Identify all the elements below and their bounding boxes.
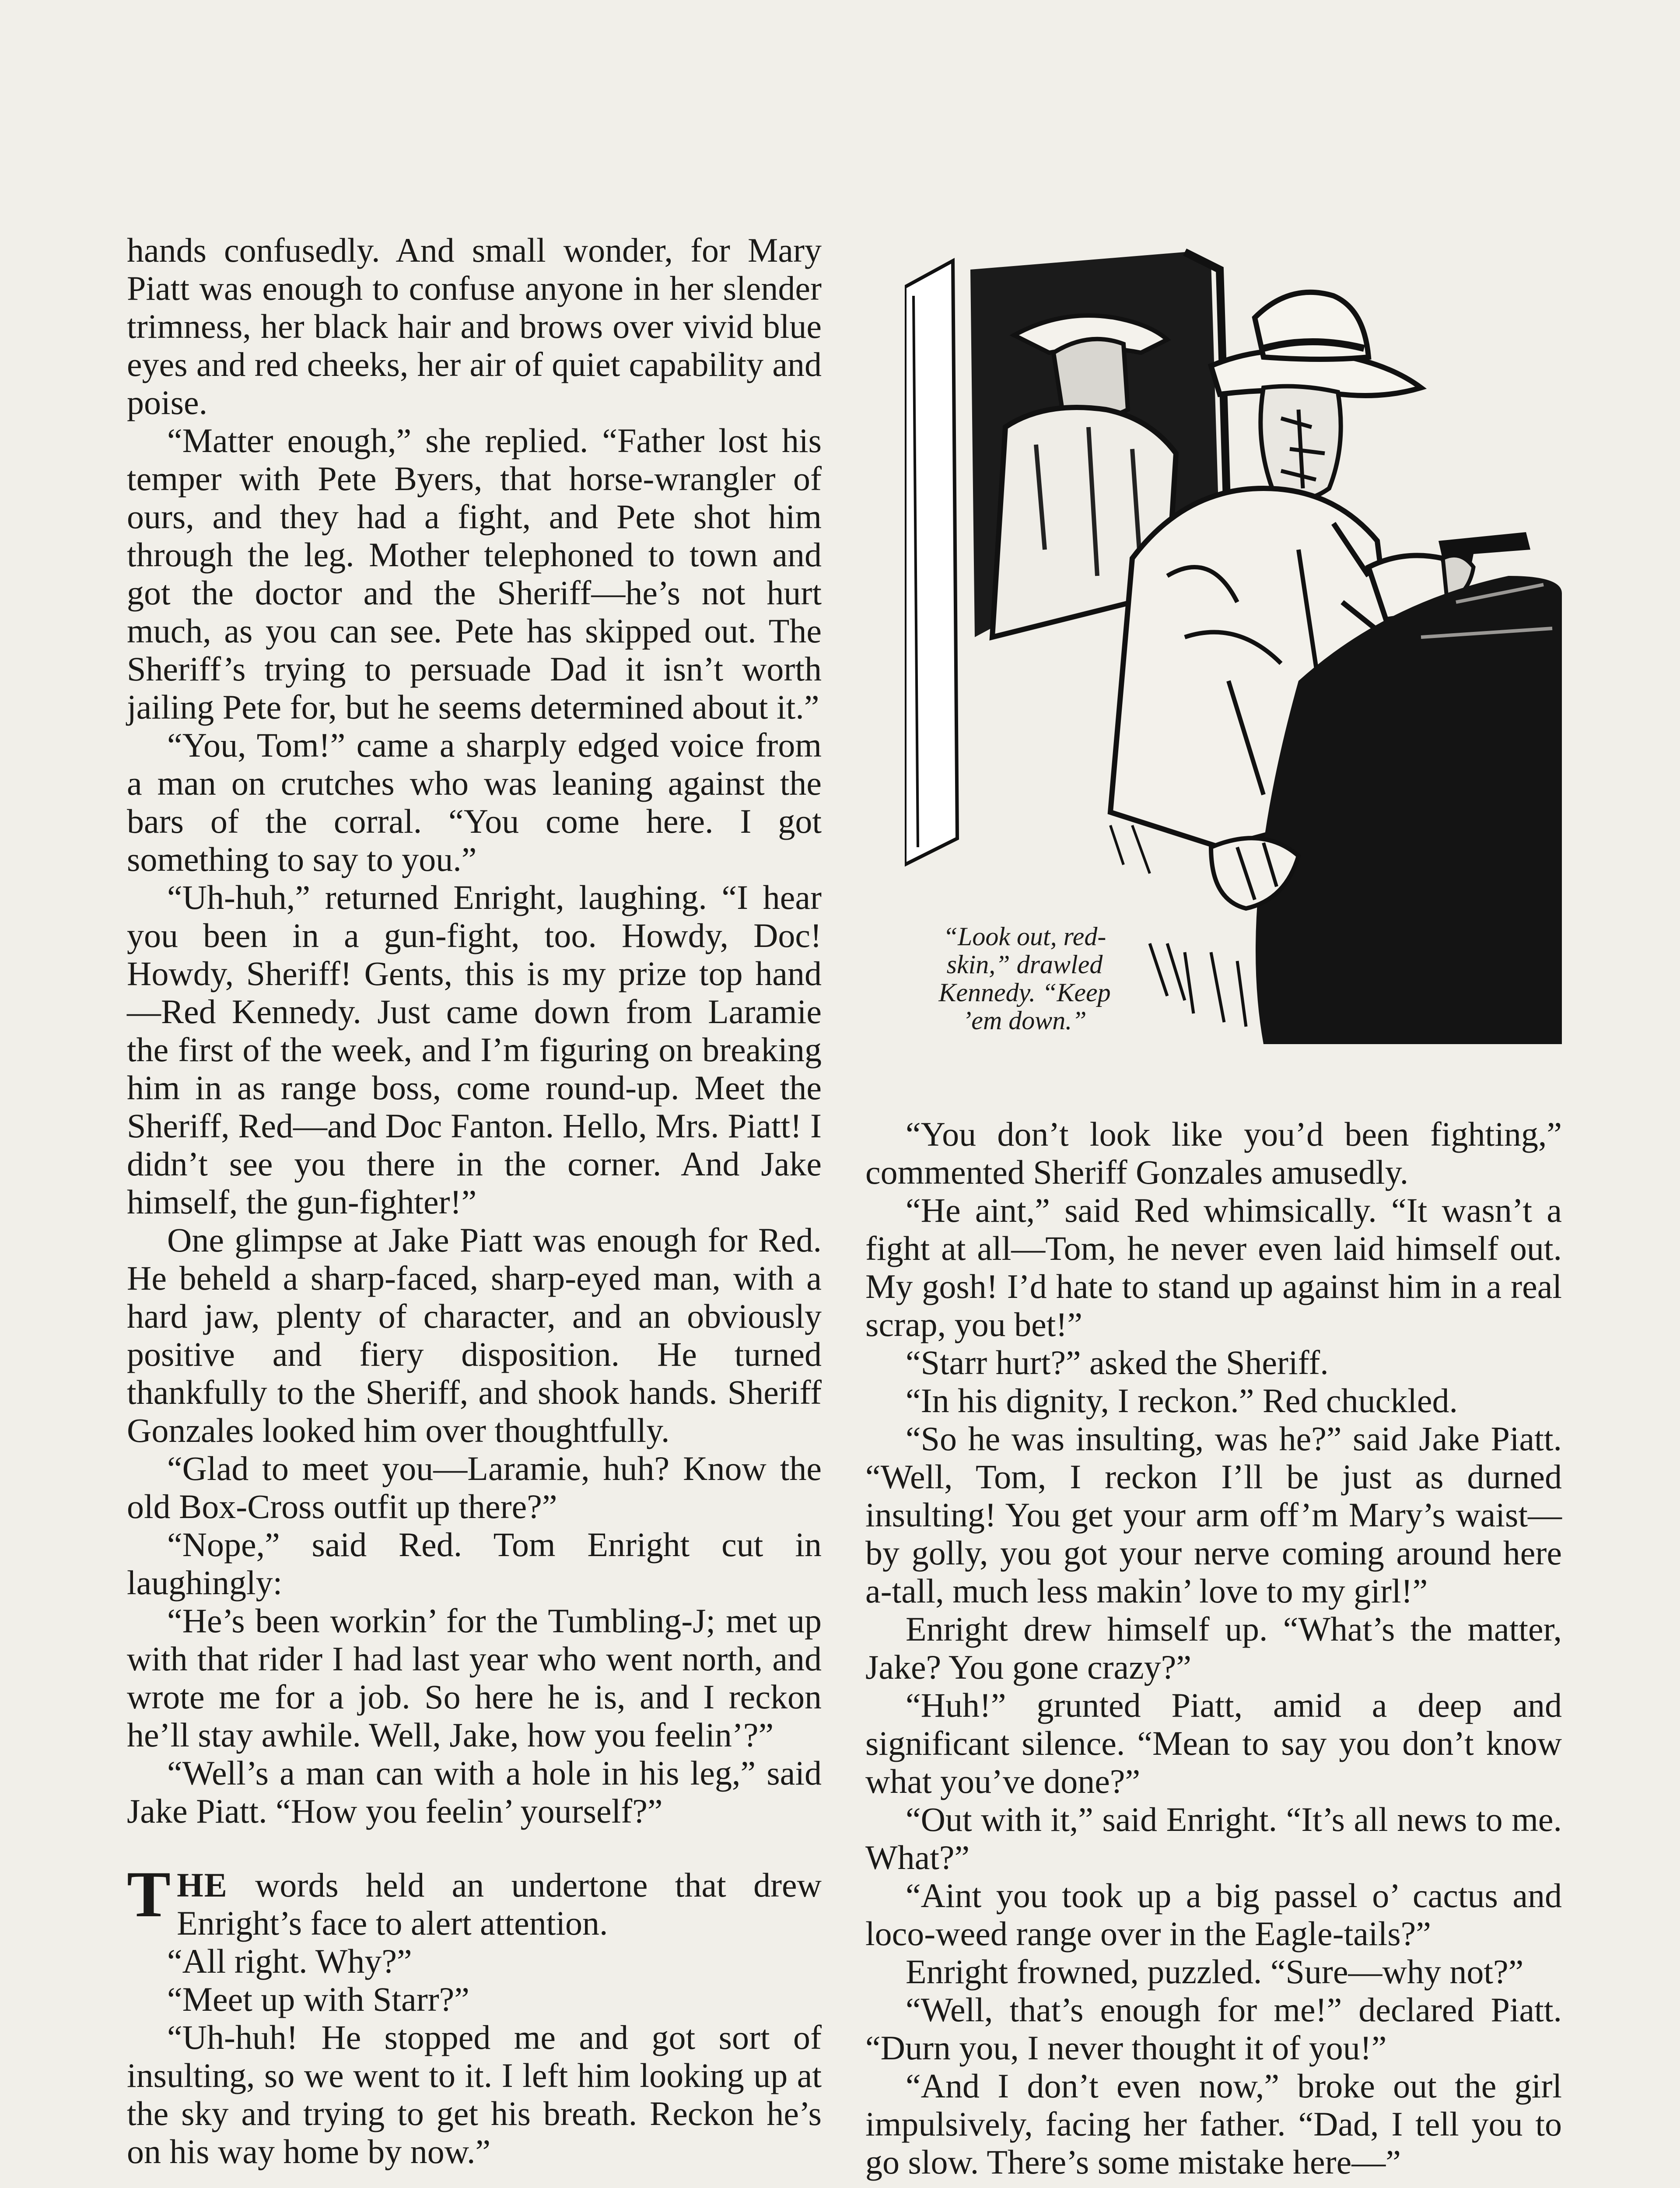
paragraph: Enright frowned, puzzled. “Sure—why not?” — [906, 1953, 1524, 1991]
paragraph: One glimpse at Jake Piatt was enough for Red. He beheld a sharp-faced, sharp-eyed man, with a hard jaw, plenty of character, and an obviously positive and fiery disposition. He turned thankfully to the Sheriff, and shook hands. Sheriff Gonzales looked him over thoughtfully. — [127, 1221, 822, 1449]
left-text-column — [127, 231, 822, 2170]
paragraph: “Well’s a man can with a hole in his leg,” said Jake Piatt. “How you feelin’ yourself?” — [127, 1754, 822, 1830]
paragraph: “All right. Why?” — [167, 1942, 412, 1980]
caption-line: skin,” drawled — [946, 950, 1103, 979]
paragraph: “Glad to meet you—Laramie, huh? Know the old Box-Cross outfit up there?” — [127, 1449, 822, 1525]
paragraph: “And I don’t even now,” broke out the girl impulsively, facing her father. “Dad, I tell you to go slow. There’s some mistake here—” — [865, 2067, 1562, 2181]
paragraph: “In his dignity, I reckon.” Red chuckled. — [906, 1382, 1458, 1420]
paragraph: “You don’t look like you’d been fighting,” commented Sheriff Gonzales amusedly. — [865, 1115, 1562, 1191]
paragraph: “Aint you took up a big passel o’ cactus and loco-weed range over in the Eagle-tails?” — [865, 1876, 1562, 1953]
paragraph: “Out with it,” said Enright. “It’s all news to me. What?” — [865, 1800, 1562, 1876]
paragraph: “You, Tom!” came a sharply edged voice from a man on crutches who was leaning against the bars of the corral. “You come here. I got something to say to you.” — [127, 726, 822, 878]
small-caps: HE — [177, 1866, 228, 1904]
drop-cap: T — [127, 1858, 171, 1931]
paragraph: “He’s been workin’ for the Tumbling-J; met up with that rider I had last year who went north, and wrote me for a job. So here he is, and I reckon he’ll stay awhile. Well, Jake, how you feelin’?” — [127, 1602, 822, 1754]
paragraph: “Meet up with Starr?” — [167, 1980, 469, 2018]
caption-line: “Look out, red- — [943, 922, 1106, 951]
section-opening-paragraph — [127, 1858, 822, 1942]
paragraph: “Matter enough,” she replied. “Father lost his temper with Pete Byers, that horse-wrangler of ours, and they had a fight, and Pete shot him through the leg. Mother telephoned to town and got the doctor and the Sheriff—he’s not hurt much, as you can see. Pete has skipped out. The Sheriff’s trying to persuade Dad it isn’t worth jailing Pete for, but he seems determined about it.” — [127, 421, 822, 726]
paragraph: “Well, that’s enough for me!” declared Piatt. “Durn you, I never thought it of you!” — [865, 1991, 1562, 2067]
paragraph: “Nope,” said Red. Tom Enright cut in laughingly: — [127, 1525, 822, 1602]
paragraph: “Huh!” grunted Piatt, amid a deep and significant silence. “Mean to say you don’t know what you’ve done?” — [865, 1686, 1562, 1800]
caption-line: ’em down.” — [962, 1006, 1087, 1035]
paragraph: hands confusedly. And small wonder, for Mary Piatt was enough to confuse anyone in her slender trimness, her black hair and brows over vivid blue eyes and red cheeks, her air of quiet capability and poise. — [127, 231, 822, 421]
paragraph: “Starr hurt?” asked the Sheriff. — [906, 1343, 1329, 1382]
right-text-column — [865, 1115, 1562, 2181]
paragraph: “He aint,” said Red whimsically. “It wasn’t a fight at all—Tom, he never even laid himself out. My gosh! I’d hate to stand up against him in a real scrap, you bet!” — [865, 1191, 1562, 1343]
caption-line: Kennedy. “Keep — [938, 978, 1111, 1007]
paragraph: “Uh-huh! He stopped me and got sort of insulting, so we went to it. I left him looking up at the sky and trying to get his breath. Reckon he’s on his way home by now.” — [127, 2018, 822, 2170]
illustration-caption — [902, 922, 1147, 1034]
paragraph: “Uh-huh,” returned Enright, laughing. “I hear you been in a gun-fight, too. Howdy, Doc! Howdy, Sheriff! Gents, this is my prize top hand—Red Kennedy. Just came down from Laramie the first of the week, and I’m figuring on breaking him in as range boss, come round-up. Meet the Sheriff, Red—and Doc Fanton. Hello, Mrs. Piatt! I didn’t see you there in the corner. And Jake himself, the gun-fighter!” — [127, 878, 822, 1221]
paragraph: “So he was insulting, was he?” said Jake Piatt. “Well, Tom, I reckon I’ll be just as durned insulting! You get your arm off’m Mary’s waist—by golly, you got your nerve coming around here a-tall, much less makin’ love to my girl!” — [865, 1420, 1562, 1610]
paragraph: Enright drew himself up. “What’s the matter, Jake? You gone crazy?” — [865, 1610, 1562, 1686]
section-opening-text: words held an undertone that drew Enright’s face to alert attention. — [177, 1866, 822, 1942]
